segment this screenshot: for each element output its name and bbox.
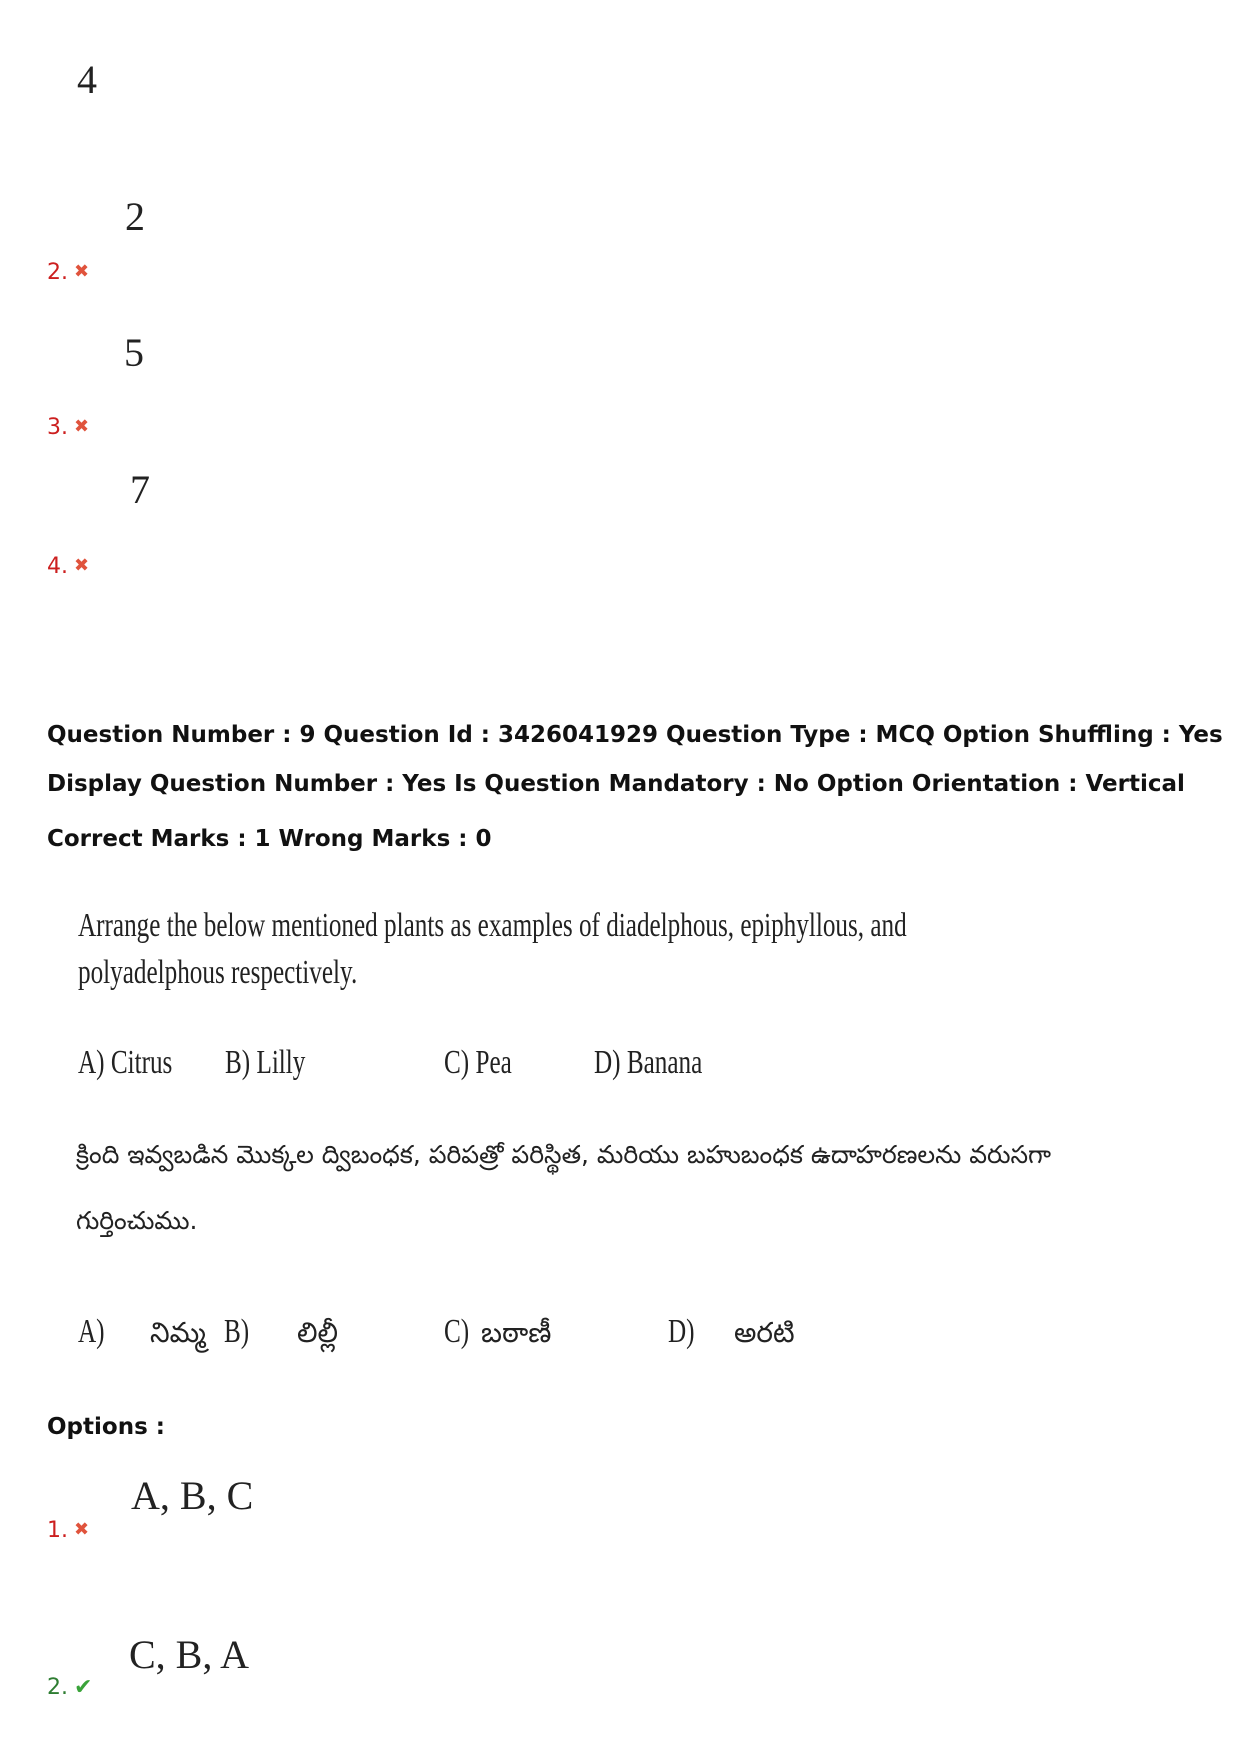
option-number: 2. [47,1675,68,1700]
prev-option-image-value: 4 [77,57,97,102]
cross-icon: ✖ [74,261,90,282]
cross-icon: ✖ [74,416,90,437]
option-number: 4. [47,554,68,579]
question-telugu-line1: క్రింది ఇవ్వబడిన మొక్కల ద్విబంధక, పరిపత్రో పరిస్థిత, మరియు బహుబంధక ఉదాహరణలను వరుసగా [76,1140,1052,1169]
telugu-item-c-text: బఠాణీ [481,1316,552,1349]
prev-option-4-value: 7 [130,467,150,512]
question-english-line2: polyadelphous respectively. [78,954,358,991]
telugu-item-a-text: నిమ్మ [150,1316,206,1349]
option-number: 1. [47,1518,68,1543]
prev-option-2-value: 2 [125,194,145,239]
english-item-c: C) Pea [444,1044,512,1081]
question-meta-line2: Display Question Number : Yes Is Question Mandatory : No Option Orientation : Vertical [47,771,1185,797]
prev-option-3-value: 5 [124,330,144,375]
english-item-b: B) Lilly [225,1044,306,1081]
check-icon: ✔ [74,1675,93,1700]
option-number: 3. [47,415,68,440]
prev-option-3-marker [47,417,89,439]
english-item-a: A) Citrus [78,1044,173,1081]
cross-icon: ✖ [74,555,90,576]
telugu-item-d-text: అరటి [734,1316,795,1349]
telugu-item-b-label: B) [224,1313,250,1350]
option-2-value: C, B, A [129,1632,250,1677]
telugu-item-c-label: C) [444,1313,470,1350]
prev-option-4-marker [47,556,89,578]
question-meta-line1: Question Number : 9 Question Id : 3426041929 Question Type : MCQ Option Shuffling : Yes [47,722,1223,748]
prev-option-2-marker [47,262,89,284]
option-number: 2. [47,260,68,285]
option-2-marker [47,1677,92,1699]
cross-icon: ✖ [74,1519,90,1540]
question-telugu-line2: గుర్తించుము. [76,1206,198,1235]
english-item-d: D) Banana [594,1044,703,1081]
options-label: Options : [47,1414,165,1440]
option-1-marker [47,1520,89,1542]
telugu-item-b-text: లిల్లీ [297,1316,339,1349]
telugu-item-a-label: A) [78,1313,105,1350]
option-1-value: A, B, C [131,1473,254,1518]
question-english-line1: Arrange the below mentioned plants as examples of diadelphous, epiphyllous, and [78,907,907,944]
telugu-item-d-label: D) [668,1313,695,1350]
question-meta-line3: Correct Marks : 1 Wrong Marks : 0 [47,826,492,852]
